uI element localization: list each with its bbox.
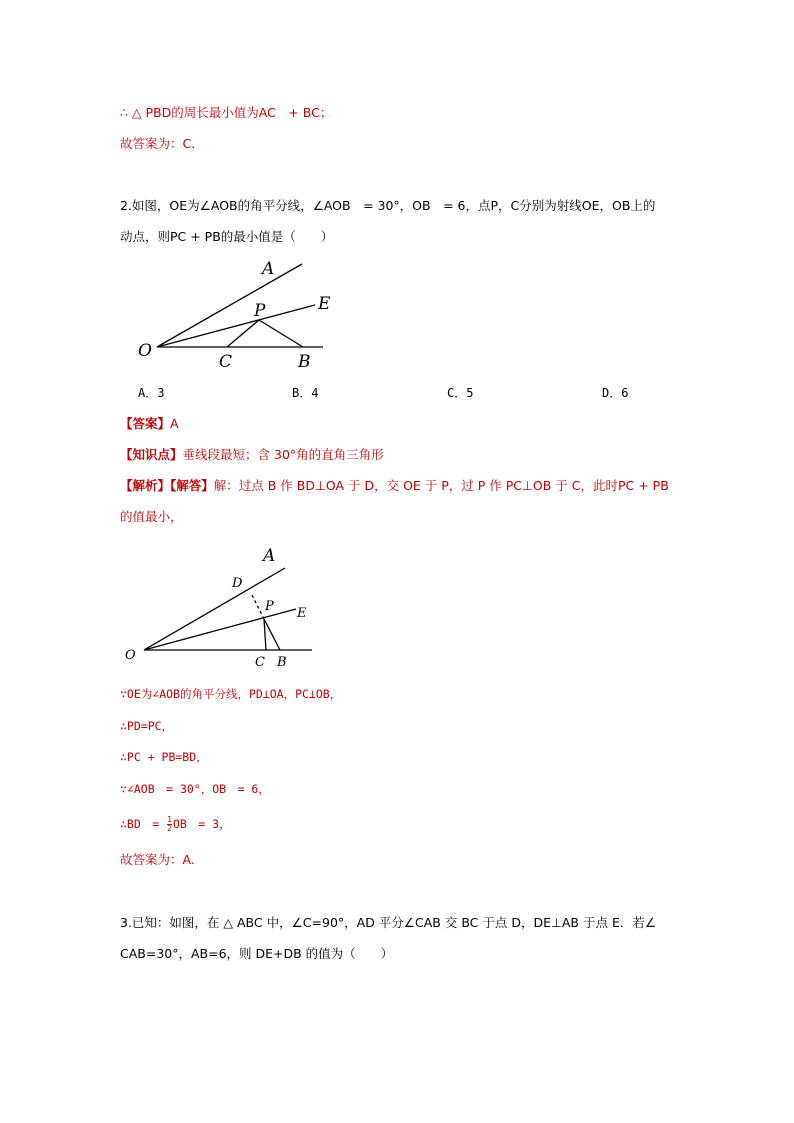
step-3: ∴PC + PB=BD， (120, 750, 208, 764)
label-a: A (262, 259, 275, 279)
label2-p: P (265, 599, 274, 614)
option-c: C．5 (447, 386, 474, 400)
step-2: ∴PD=PC， (120, 719, 174, 733)
fraction-numerator: 1 (167, 815, 172, 824)
label-o: O (138, 341, 152, 361)
analysis-line2: 的值最小， (120, 509, 183, 524)
label2-b: B (277, 655, 287, 670)
prev-conclusion: ∴ △ PBD的周长最小值为AC + BC； (120, 105, 333, 120)
segment-bd-dashed (252, 595, 264, 619)
analysis-row (120, 477, 669, 495)
prev-answer: 故答案为：C. (120, 136, 196, 151)
option-a: A．3 (138, 386, 165, 400)
ray-oa-2 (144, 568, 285, 650)
label2-c: C (255, 655, 265, 670)
fraction-denominator: 2 (167, 824, 172, 833)
step-5 (120, 815, 231, 833)
q2-solution-figure (120, 540, 330, 670)
answer-tag: 【答案】 (120, 416, 171, 431)
q2-figure (130, 255, 340, 375)
knowledge-row (120, 446, 384, 464)
label-e: E (318, 294, 331, 314)
q3-stem-line2: CAB=30°，AB=6，则 DE+DB 的值为（ ） (120, 946, 394, 961)
label-c: C (219, 352, 233, 372)
label2-d: D (232, 576, 243, 591)
knowledge-text: 垂线段最短；含 30°角的直角三角形 (182, 447, 384, 462)
knowledge-tag: 【知识点】 (120, 447, 183, 462)
answer-value: A (170, 416, 179, 431)
label2-e: E (297, 606, 307, 621)
step-5-suffix: OB = 3， (172, 817, 231, 831)
label-b: B (298, 352, 311, 372)
step-4: ∵∠AOB = 30°，OB = 6， (120, 782, 270, 796)
option-b: B．4 (292, 386, 319, 400)
label2-a: A (263, 546, 276, 566)
option-d: D．6 (602, 386, 629, 400)
step-5-prefix: ∴BD = (120, 817, 167, 831)
analysis-tag: 【解析】【解答】 (120, 478, 214, 493)
label2-o: O (125, 648, 136, 663)
q2-stem-line1: 2.如图，OE为∠AOB的角平分线，∠AOB = 30°，OB = 6，点P，C分别为射线OE，OB上的 (120, 198, 656, 213)
step-1: ∵OE为∠AOB的角平分线，PD⊥OA，PC⊥OB， (120, 687, 342, 701)
segment-pb (259, 320, 303, 347)
analysis-line1: 解：过点 B 作 BD⊥OA 于 D，交 OE 于 P，过 P 作 PC⊥OB 于 C，此时PC + PB (213, 478, 669, 493)
ray-oe (157, 305, 315, 347)
fraction-one-half (167, 816, 172, 833)
q3-stem-line1: 3.已知：如图，在 △ ABC 中，∠C=90°，AD 平分∠CAB 交 BC 于点 D，DE⊥AB 于点 E．若∠ (120, 915, 657, 930)
ray-oa (157, 264, 302, 347)
q2-final-answer: 故答案为：A. (120, 852, 195, 867)
q2-stem-line2: 动点，则PC + PB的最小值是（ ） (120, 229, 334, 244)
segment-pb-2 (264, 619, 280, 650)
label-p: P (254, 301, 266, 321)
ray-oe-2 (144, 609, 296, 650)
answer-row (120, 415, 179, 433)
